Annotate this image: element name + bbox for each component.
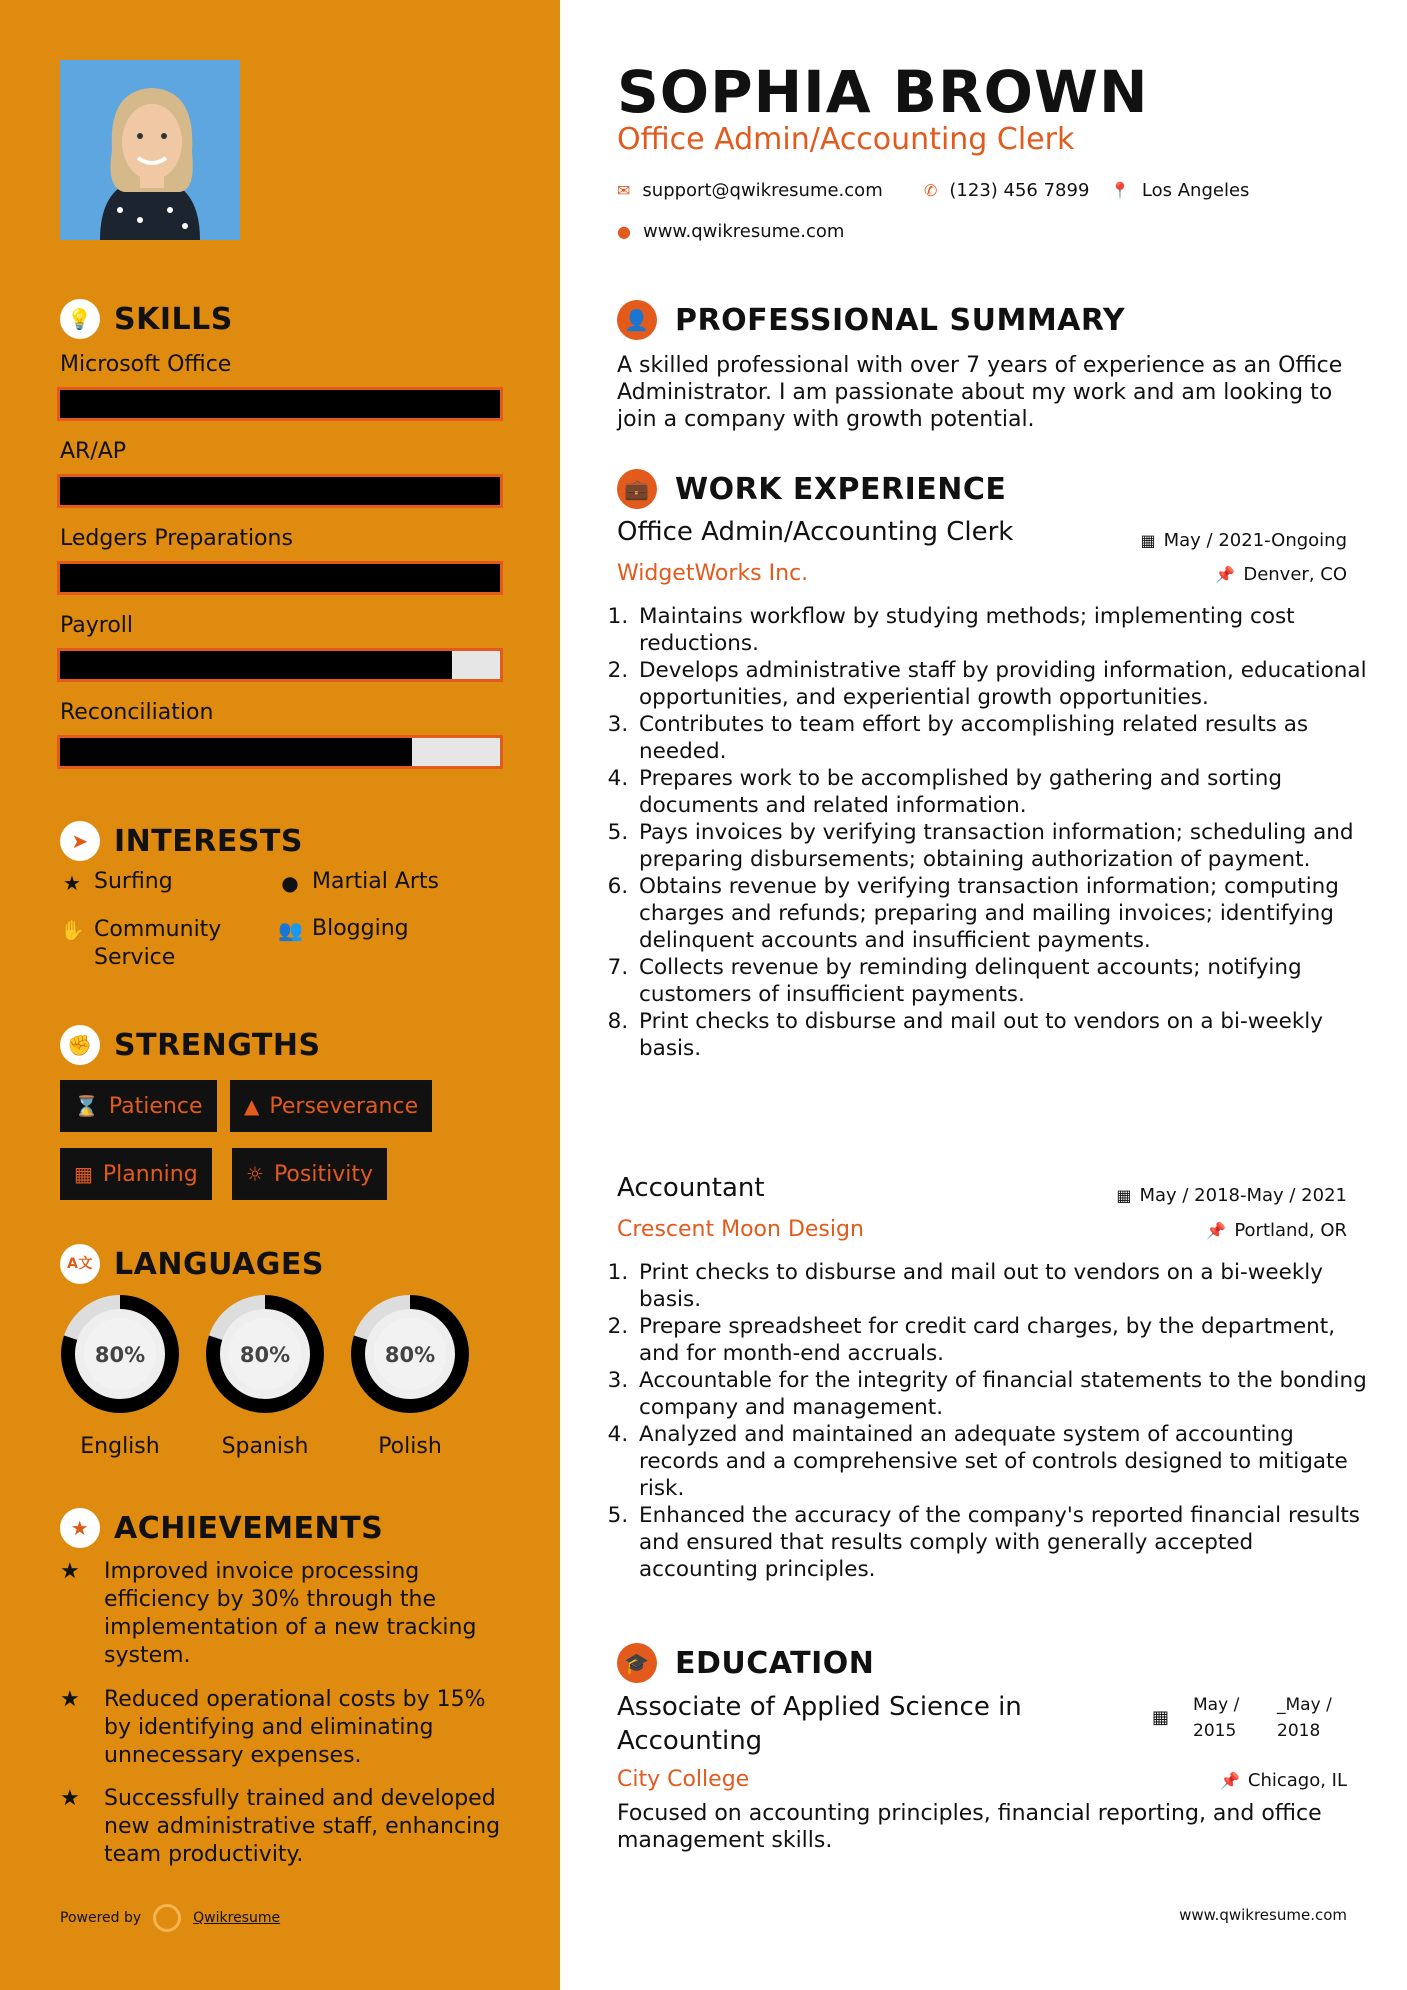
school-name: City College bbox=[617, 1767, 750, 1792]
skill-label: Reconciliation bbox=[60, 700, 214, 725]
user-icon: 👤 bbox=[617, 300, 657, 340]
skill-label: Payroll bbox=[60, 613, 134, 638]
duty-item: 7. Collects revenue by reminding delinquent accounts; notifying customers of insufficient payments. bbox=[635, 954, 1369, 1008]
pin-icon: 📌 bbox=[1215, 565, 1236, 584]
achievement-item: ★ Reduced operational costs by 15% by identifying and eliminating unnecessary expenses. bbox=[60, 1687, 486, 1768]
phone-icon: ✆ bbox=[924, 181, 938, 200]
lightbulb-icon: 💡 bbox=[60, 299, 100, 339]
calendar-icon: ▦ bbox=[74, 1162, 93, 1186]
duty-item: 6. Obtains revenue by verifying transaction information; computing charges and refunds; preparing and mailing invoices; identifying delinquent accounts and insufficient payments. bbox=[635, 873, 1369, 954]
map-pin-icon: 📍 bbox=[1110, 181, 1130, 200]
skill-bar-fill bbox=[60, 390, 500, 418]
duty-item: 2. Develops administrative staff by providing information, educational opportunities, and experiential growth opportunities. bbox=[635, 657, 1369, 711]
star-icon: ★ bbox=[60, 1559, 80, 1584]
language-name: English bbox=[80, 1434, 160, 1459]
job-company: WidgetWorks Inc. bbox=[617, 561, 809, 586]
experience-heading: 💼 WORK EXPERIENCE bbox=[617, 469, 1006, 509]
sidebar bbox=[0, 0, 560, 1990]
education-description: Focused on accounting principles, financial reporting, and office management skills. bbox=[617, 1801, 1322, 1853]
briefcase-icon: 💼 bbox=[617, 469, 657, 509]
calendar-icon: ▦ bbox=[1152, 1707, 1170, 1728]
skill-bar bbox=[57, 561, 503, 595]
skill-label: Ledgers Preparations bbox=[60, 526, 293, 551]
duty-item: 4. Analyzed and maintained an adequate system of accounting records and a comprehensive set of controls designed to mitigate risk. bbox=[635, 1421, 1369, 1502]
binoculars-icon: ▲ bbox=[244, 1094, 260, 1118]
hourglass-icon: ⌛ bbox=[74, 1094, 99, 1118]
interests-heading: ➤ INTERESTS bbox=[60, 821, 303, 861]
hand-icon: ✋ bbox=[60, 918, 85, 942]
contact-email[interactable]: ✉ support@qwikresume.com bbox=[617, 180, 883, 201]
language-item bbox=[203, 1292, 327, 1459]
duty-item: 1. Print checks to disburse and mail out to vendors on a bi-weekly basis. bbox=[635, 1259, 1369, 1313]
strength-badge: ▦ Planning bbox=[60, 1148, 212, 1200]
interest-item: 👥 Blogging bbox=[278, 916, 409, 942]
award-star-icon: ★ bbox=[60, 1508, 100, 1548]
envelope-icon: ✉ bbox=[617, 181, 631, 200]
degree-title: Associate of Applied Science in Accounting bbox=[617, 1692, 1022, 1756]
language-ring bbox=[58, 1292, 182, 1416]
candidate-name: SOPHIA BROWN bbox=[617, 58, 1149, 126]
education-dates: ▦ May / 2015 _May / 2018 bbox=[1152, 1692, 1337, 1744]
contact-phone[interactable]: ✆ (123) 456 7899 bbox=[924, 180, 1090, 201]
paper-plane-icon: ➤ bbox=[60, 821, 100, 861]
language-percent: 80% bbox=[384, 1343, 436, 1367]
job-duties bbox=[617, 1259, 1369, 1583]
job-title: Accountant bbox=[617, 1173, 765, 1203]
job-title: Office Admin/Accounting Clerk bbox=[617, 517, 1014, 547]
graduation-icon: 🎓 bbox=[617, 1643, 657, 1683]
summary-heading: 👤 PROFESSIONAL SUMMARY bbox=[617, 300, 1125, 340]
language-ring bbox=[203, 1292, 327, 1416]
duty-item: 3. Accountable for the integrity of financial statements to the bonding company and management. bbox=[635, 1367, 1369, 1421]
qwikresume-link[interactable]: Qwikresume bbox=[193, 1910, 281, 1926]
pin-icon: 📌 bbox=[1219, 1771, 1240, 1790]
star-icon: ★ bbox=[60, 1687, 80, 1712]
job-dates: ▦ May / 2018-May / 2021 bbox=[1116, 1185, 1347, 1206]
job-dates: ▦ May / 2021-Ongoing bbox=[1140, 530, 1347, 551]
skill-bar-fill bbox=[60, 738, 412, 766]
job-duties bbox=[617, 603, 1369, 1062]
powered-by: Powered by Qwikresume bbox=[60, 1904, 280, 1932]
skill-label: AR/AP bbox=[60, 439, 127, 464]
profile-photo bbox=[60, 60, 240, 240]
fist-icon: ✊ bbox=[60, 1025, 100, 1065]
duty-item: 8. Print checks to disburse and mail out to vendors on a bi-weekly basis. bbox=[635, 1008, 1369, 1062]
users-icon: 👥 bbox=[278, 918, 303, 942]
interest-item: ★ Surfing bbox=[60, 869, 173, 897]
skills-heading: 💡 SKILLS bbox=[60, 299, 233, 339]
achievement-item: ★ Improved invoice processing efficiency by 30% through the implementation of a new tracking system. bbox=[60, 1559, 477, 1668]
language-percent: 80% bbox=[94, 1343, 146, 1367]
job-location: 📌 Denver, CO bbox=[1215, 564, 1347, 585]
strength-badge: ⌛ Patience bbox=[60, 1080, 217, 1132]
duty-item: 1. Maintains workflow by studying methods; implementing cost reductions. bbox=[635, 603, 1369, 657]
skill-bar-fill bbox=[60, 564, 500, 592]
duty-item: 4. Prepares work to be accomplished by gathering and sorting documents and related information. bbox=[635, 765, 1369, 819]
calendar-icon: ▦ bbox=[1116, 1186, 1132, 1205]
duty-item: 2. Prepare spreadsheet for credit card charges, by the department, and for month-end accruals. bbox=[635, 1313, 1369, 1367]
star-icon: ★ bbox=[63, 871, 81, 895]
language-item bbox=[58, 1292, 182, 1459]
calendar-icon: ▦ bbox=[1140, 531, 1156, 550]
strengths-heading: ✊ STRENGTHS bbox=[60, 1025, 321, 1065]
contact-website[interactable]: ● www.qwikresume.com bbox=[617, 221, 845, 242]
footer-url[interactable]: www.qwikresume.com bbox=[1179, 1906, 1347, 1924]
skill-label: Microsoft Office bbox=[60, 352, 232, 377]
candidate-role: Office Admin/Accounting Clerk bbox=[617, 122, 1075, 157]
language-ring bbox=[348, 1292, 472, 1416]
main-content bbox=[560, 0, 1407, 1990]
summary-text: A skilled professional with over 7 years of experience as an Office Administrator. I am passionate about my work and am looking to join a company with growth potential. bbox=[617, 353, 1343, 432]
job-company: Crescent Moon Design bbox=[617, 1217, 864, 1242]
skill-bar bbox=[57, 648, 503, 682]
interest-item: ● Martial Arts bbox=[278, 869, 439, 897]
skill-bar-fill bbox=[60, 651, 452, 679]
achievements-heading: ★ ACHIEVEMENTS bbox=[60, 1508, 383, 1548]
translate-icon: A文 bbox=[60, 1244, 100, 1284]
skill-bar-fill bbox=[60, 477, 500, 505]
strength-badge: ☼ Positivity bbox=[232, 1148, 387, 1200]
qwikresume-logo-icon bbox=[153, 1904, 181, 1932]
skill-bar bbox=[57, 387, 503, 421]
globe-icon: ● bbox=[617, 222, 631, 241]
education-heading: 🎓 EDUCATION bbox=[617, 1643, 874, 1683]
language-name: Polish bbox=[378, 1434, 442, 1459]
language-percent: 80% bbox=[239, 1343, 291, 1367]
achievement-item: ★ Successfully trained and developed new administrative staff, enhancing team productivity. bbox=[60, 1786, 501, 1867]
languages-heading: A文 LANGUAGES bbox=[60, 1244, 324, 1284]
star-icon: ★ bbox=[60, 1786, 80, 1811]
interest-item: ✋ Community Service bbox=[60, 917, 222, 970]
pin-icon: 📌 bbox=[1206, 1221, 1227, 1240]
duty-item: 3. Contributes to team effort by accomplishing related results as needed. bbox=[635, 711, 1369, 765]
sun-icon: ☼ bbox=[246, 1162, 264, 1186]
language-item bbox=[348, 1292, 472, 1459]
skill-bar bbox=[57, 735, 503, 769]
duty-item: 5. Pays invoices by verifying transaction information; scheduling and preparing disbursements; obtaining authorization of payment. bbox=[635, 819, 1369, 873]
skill-bar bbox=[57, 474, 503, 508]
globe-icon: ● bbox=[281, 871, 299, 895]
school-location: 📌 Chicago, IL bbox=[1219, 1770, 1347, 1791]
duty-item: 5. Enhanced the accuracy of the company's reported financial results and ensured that results comply with generally accepted accounting principles. bbox=[635, 1502, 1369, 1583]
contact-location: 📍 Los Angeles bbox=[1110, 180, 1250, 201]
job-location: 📌 Portland, OR bbox=[1206, 1220, 1347, 1241]
strength-badge: ▲ Perseverance bbox=[230, 1080, 432, 1132]
language-name: Spanish bbox=[221, 1434, 309, 1459]
